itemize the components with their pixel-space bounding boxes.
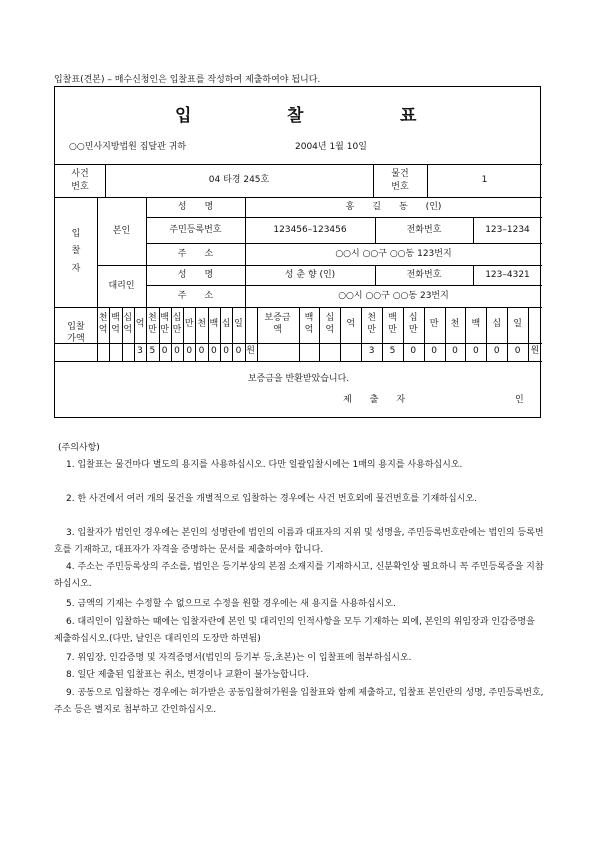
deposit-digit-2: [340, 343, 361, 361]
principal-name-label: 성 명: [177, 201, 214, 212]
bid-digit-3: 3: [137, 346, 143, 357]
note-2: 2. 한 사건에서 여러 개의 물건을 개별적으로 입찰하는 경우에는 사건 번호외에 물건번호를 기재하십시오.: [66, 494, 477, 504]
bid-digit-6: 0: [174, 346, 180, 357]
bid-unit-1: 백 억: [111, 313, 120, 335]
deposit-unit-10: 일: [513, 319, 522, 330]
deposit-unit-3: 천 만: [367, 313, 376, 335]
case-number: 04 타경 245호: [208, 175, 270, 186]
address-label: 주 소: [177, 248, 214, 259]
deposit-unit-4: 백 만: [388, 313, 397, 335]
bid-digit-11: 0: [235, 346, 242, 357]
submitter-label: 제 출 자: [343, 395, 406, 405]
deposit-unit-7: 천: [450, 319, 460, 330]
deposit-digit-4: 5: [389, 346, 396, 357]
bid-unit-10: 십: [221, 319, 231, 330]
item-label: 물건 번호: [391, 169, 409, 192]
note-6: 6. 대리인이 입찰하는 때에는 입찰자란에 본인 및 대리인의 인적사항을 모두 기재하는 외에, 본인의 위임장과 인감증명을 제출하십시오.(다만, 날인은 대리인의 도장만 하면됨): [54, 617, 535, 644]
deposit-unit-6: 만: [429, 319, 439, 330]
bid-won: 원: [246, 346, 255, 357]
deposit-digit-9: 0: [493, 346, 500, 357]
principal-label: 본인: [112, 225, 131, 236]
bid-unit-9: 백: [209, 319, 219, 330]
bid-digit-7: 0: [186, 346, 193, 357]
deposit-unit-9: 십: [492, 319, 502, 330]
note-3: 3. 입찰자가 법인인 경우에는 본인의 성명란에 법인의 이름과 대표자의 지위 및 성명을, 주민등록번호란에는 법인의 등록번호를 기재하고, 대표자가 자격을 증명하는 문서를 제출하여야 합니다.: [54, 528, 544, 555]
form-title: [55, 101, 540, 125]
note-4: 4. 주소는 주민등록상의 주소를, 법인은 등기부상의 본점 소재지를 기재하시고, 신분확인상 필요하니 꼭 주민등록증을 지참하십시오.: [54, 562, 544, 589]
title-char-2: 찰: [287, 106, 304, 126]
rrn-value: 123456–123456: [273, 224, 347, 235]
note-1: 1. 입찰표는 물건마다 별도의 용지를 사용하십시오. 다만 일괄입찰시에는 1매의 용지를 사용하십시오.: [66, 460, 463, 470]
bid-unit-11: 일: [234, 319, 243, 330]
case-label: 사건 번호: [71, 169, 89, 192]
deposit-digit-7: 0: [452, 346, 458, 357]
note-9: 9. 공동으로 입찰하는 경우에는 허가받은 공동입찰허가원을 입찰표와 함께 제출하고, 입찰표 본인란의 성명, 주민등록번호, 주소 등은 별지로 첨부하고 간인하십시오.: [54, 688, 544, 715]
deposit-won: 원: [530, 346, 540, 357]
header-note: 입찰표(견본) – 매수신청인은 입찰표를 작성하여 제출하여야 됩니다.: [54, 75, 321, 85]
bidder-label: 입 찰 자: [71, 229, 81, 274]
deposit-digit-6: 0: [431, 346, 437, 357]
bid-unit-8: 천: [197, 319, 206, 330]
deposit-digit-10: 0: [514, 346, 521, 357]
item-number: 1: [481, 175, 488, 186]
rrn-label: 주민등록번호: [169, 224, 222, 235]
court-name: ○○민사지방법원 집달관 귀하: [69, 142, 187, 152]
bid-unit-3: 억: [135, 319, 145, 330]
bid-digit-1: [109, 343, 121, 361]
note-8: 8. 일단 제출된 입찰표는 취소, 변경이나 교환이 불가능합니다.: [66, 670, 309, 680]
deposit-unit-0: 백 억: [304, 313, 314, 335]
bid-unit-0: 천 억: [98, 313, 108, 335]
phone-value: 123–1234: [485, 224, 530, 235]
deposit-unit-8: 백: [471, 319, 481, 330]
bid-amount-label: 입찰 가액: [67, 322, 85, 344]
address-value: ○○시 ○○구 ○○동 123번지: [335, 248, 452, 259]
notes-title: (주의사항): [58, 443, 100, 453]
deposit-digit-5: 0: [410, 346, 417, 357]
bid-unit-4: 천 만: [147, 313, 157, 335]
bid-digit-2: [122, 343, 134, 361]
deposit-digit-1: [319, 343, 340, 361]
returned-text: 보증금을 반환받았습니다.: [247, 373, 350, 384]
phone-label: 전화번호: [406, 224, 442, 235]
agent-phone-label: 전화번호: [406, 269, 442, 280]
deposit-unit-1: 십 억: [325, 313, 335, 335]
deposit-digit-0: [299, 343, 320, 361]
deposit-digit-8: 0: [472, 346, 479, 357]
bid-digit-8: 0: [198, 346, 205, 357]
bid-digit-4: 5: [149, 346, 156, 357]
agent-label: 대리인: [108, 280, 135, 291]
form-date: 2004년 1월 10일: [295, 142, 367, 152]
seal-mark: 인: [515, 395, 524, 405]
deposit-unit-5: 십 만: [408, 313, 418, 335]
agent-name-label: 성 명: [177, 269, 214, 280]
deposit-label: 보증금 액: [264, 313, 291, 335]
deposit-unit-2: 억: [346, 319, 356, 330]
bid-unit-7: 만: [184, 319, 194, 330]
agent-name-value: 성 춘 향 (인): [284, 269, 336, 280]
bid-digit-0: [97, 343, 109, 361]
agent-phone-value: 123–4321: [485, 269, 530, 280]
title-char-3: 표: [400, 106, 417, 126]
bid-unit-2: 십 억: [123, 313, 133, 335]
agent-address-label: 주 소: [177, 290, 214, 301]
title-char-1: 입: [175, 106, 192, 126]
agent-address-value: ○○시 ○○구 ○○동 23번지: [338, 290, 449, 301]
bid-unit-5: 백 만: [160, 313, 169, 335]
bid-unit-6: 십 만: [172, 313, 182, 335]
note-5: 5. 금액의 기재는 수정할 수 없으므로 수정을 원할 경우에는 새 용지를 사용하십시오.: [66, 599, 396, 609]
note-7: 7. 위임장, 인감증명 및 자격증명서(법인의 등기부 등,초본)는 이 입찰표에 첨부하십시오.: [66, 653, 412, 663]
principal-name-value: 홍 길 동 (인): [345, 201, 442, 212]
bid-digit-10: 0: [223, 346, 230, 357]
bid-digit-5: 0: [161, 346, 168, 357]
bid-digit-9: 0: [210, 346, 217, 357]
deposit-digit-3: 3: [368, 346, 375, 357]
bid-form: [54, 86, 541, 418]
